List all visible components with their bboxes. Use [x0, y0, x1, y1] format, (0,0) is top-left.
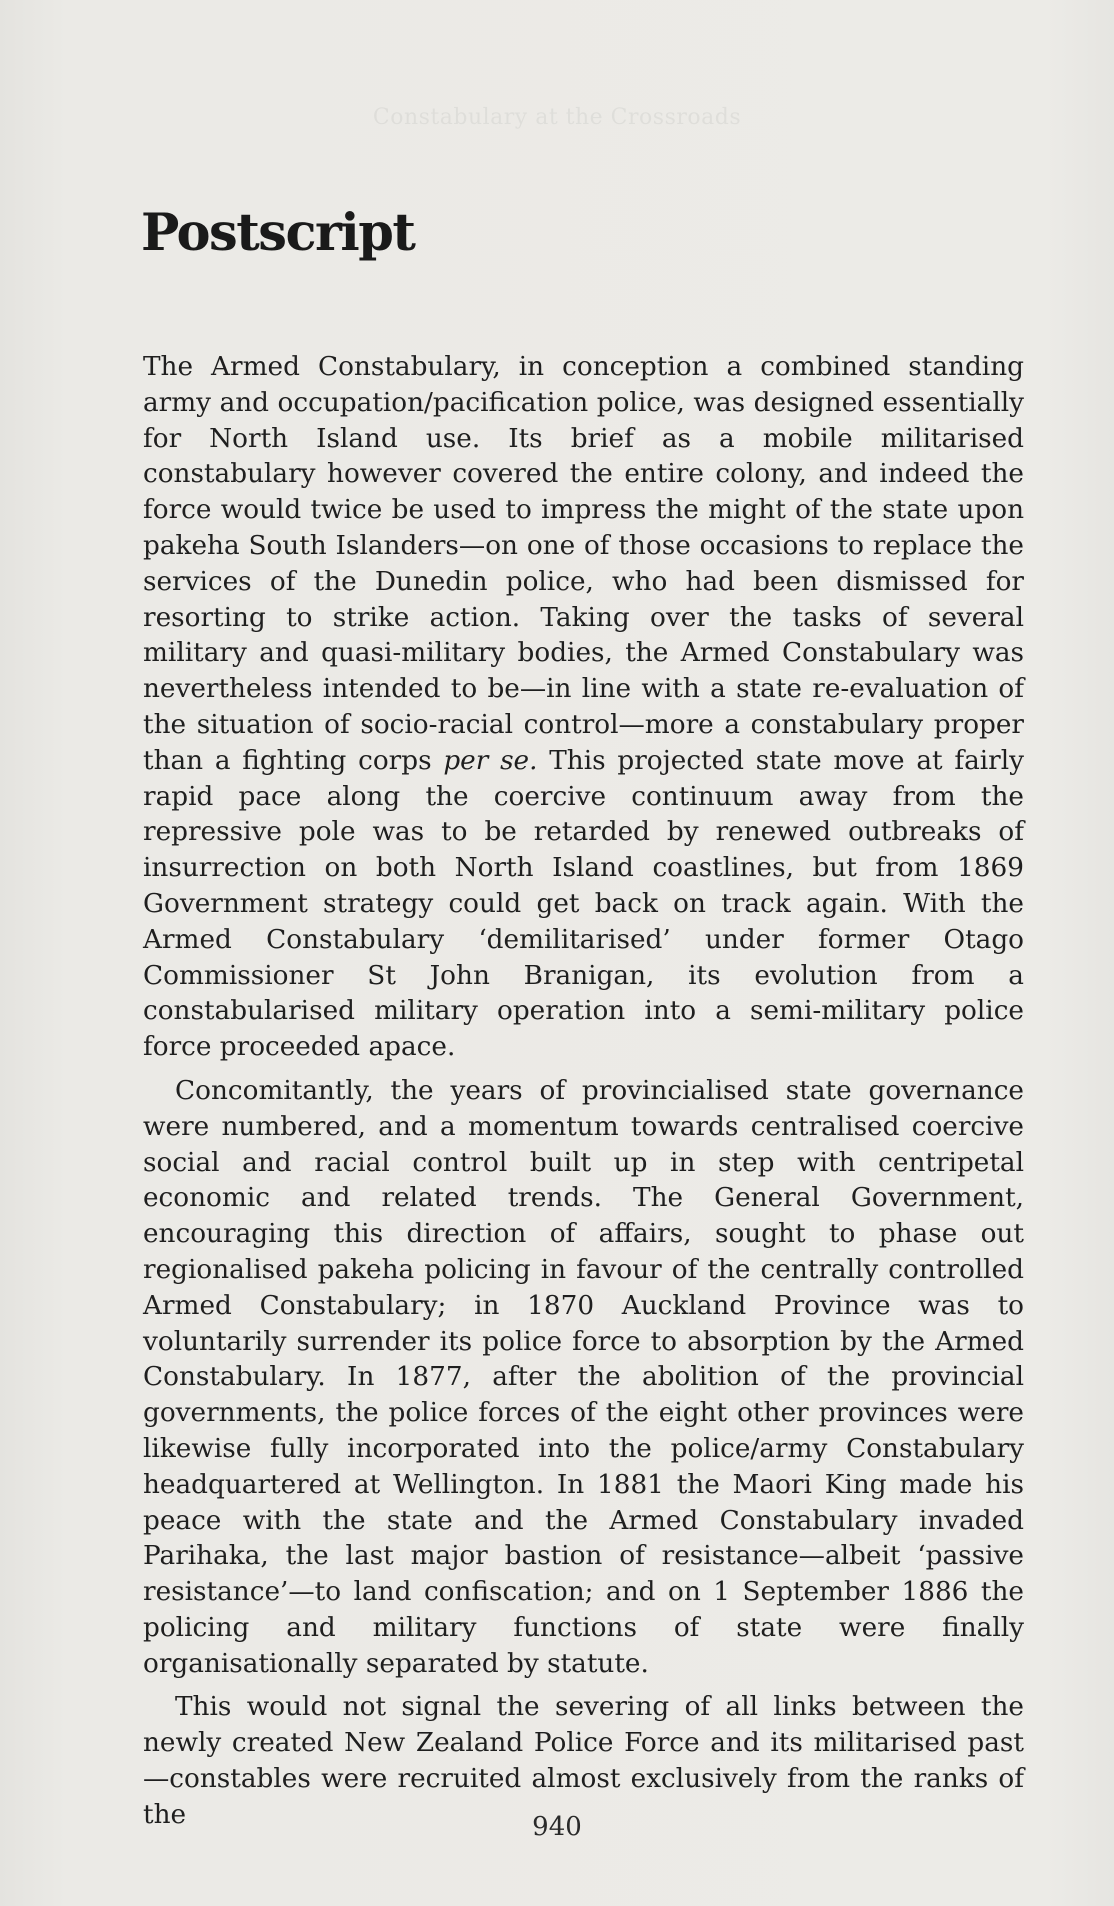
show-through-running-head: Constabulary at the Crossroads: [372, 105, 742, 130]
chapter-title: Postscript: [141, 203, 415, 263]
body-text: [143, 350, 1024, 1842]
paragraph-2: Concomitantly, the years of provincialised state governance were numbered, and a momentum towards centralised coercive social and racial control built up in step with centripetal economic and related trends. The General Government, encouraging this direction of affairs, sought to phase out regionalised pakeha policing in favour of the centrally controlled Armed Constabulary; in 1870 Auckland Province was to voluntarily surrender its police force to absorption by the Armed Constabulary. In 1877, after the abolition of the provincial governments, the police forces of the eight other provinces were likewise fully incorporated into the police/army Constabulary headquartered at Wellington. In 1881 the Maori King made his peace with the state and the Armed Constabulary invaded Parihaka, the last major bastion of resistance—albeit ‘passive resistance’—to land confiscation; and on 1 September 1886 the policing and military functions of state were finally organisationally separated by statute.: [143, 1075, 1024, 1679]
paragraph-1-text-a: The Armed Constabulary, in conception a combined standing army and occupation/pacification police, was designed essentially for North Island use. Its brief as a mobile militarised constabulary however covered the entire colony, and indeed the force would twice be used to impress the might of the state upon pakeha South Islanders—on one of those occasions to replace the services of the Dunedin police, who had been dismissed for resorting to strike action. Taking over the tasks of several military and quasi-military bodies, the Armed Constabulary was nevertheless intended to be—in line with a state re-evaluation of the situation of socio-racial control—more a constabulary proper than a fighting corps: [143, 352, 1024, 776]
paragraph-1-emphasis: per se.: [443, 745, 538, 776]
paragraph-1-text-b: This projected state move at fairly rapid pace along the coercive continuum away from the repressive pole was to be retarded by renewed outbreaks of insurrection on both North Island coastlines, but from 1869 Government strategy could get back on track again. With the Armed Constabulary ‘demilitarised’ under former Otago Commissioner St John Branigan, its evolution from a constabularised military operation into a semi-military police force proceeded apace.: [143, 745, 1025, 1063]
paragraph-1: [143, 350, 1024, 1066]
page-number: 940: [532, 1812, 582, 1842]
paragraph-3: This would not signal the severing of all links between the newly created New Zealand Police Force and its militarised past—constables were recruited almost exclusively from the ranks of the: [143, 1692, 1024, 1830]
